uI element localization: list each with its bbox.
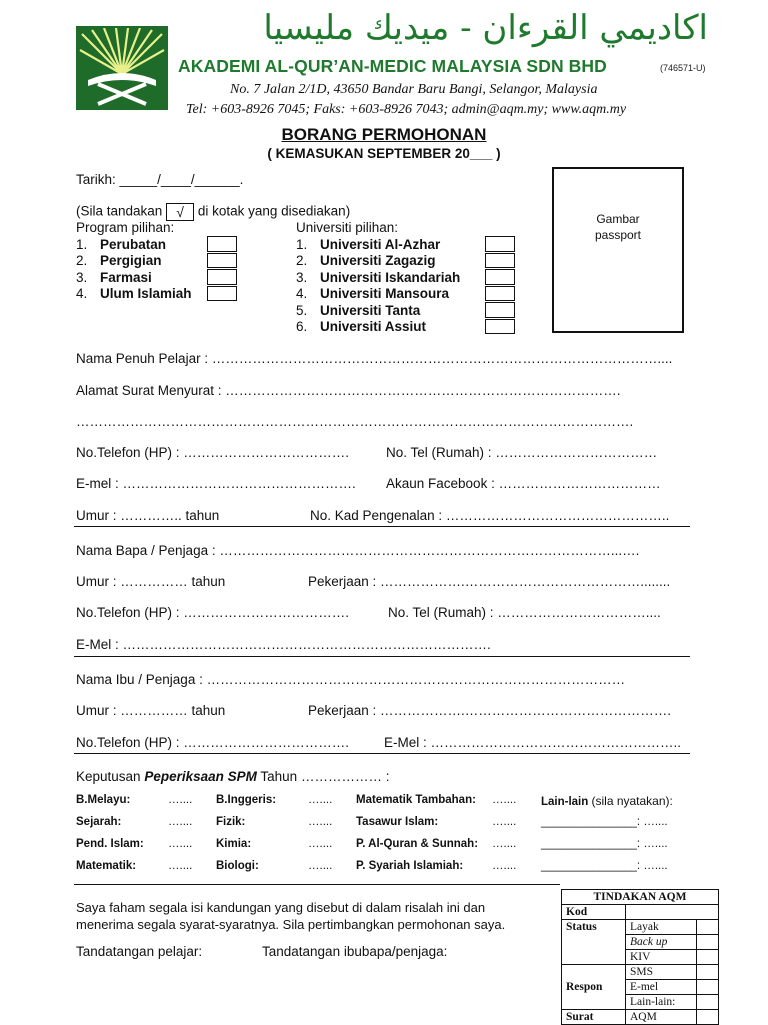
student-age-field[interactable]: Umur : ………….. tahun [76, 508, 220, 523]
respon-checkbox[interactable] [697, 980, 719, 995]
spm-grade[interactable]: ….... [168, 838, 193, 850]
mother-email-field[interactable]: E-Mel : ……………………………………………….. [384, 735, 682, 750]
student-facebook-field[interactable]: Akaun Facebook : ……………………………… [386, 476, 661, 491]
student-address-field[interactable]: Alamat Surat Menyurat : ……………………………………………………………………………. [76, 383, 621, 398]
kod-label: Kod [562, 905, 626, 920]
spm-grade[interactable]: ….... [492, 816, 517, 828]
university-checkboxes [485, 236, 515, 335]
mother-name-field[interactable]: Nama Ibu / Penjaga : ………………………………………………………………………………… [76, 672, 626, 687]
program-section [76, 220, 192, 303]
company-contact: Tel: +603-8926 7045; Faks: +603-8926 7043; admin@aqm.my; www.aqm.my [186, 102, 627, 117]
respon-label: Respon [562, 965, 626, 1010]
spm-subject[interactable]: Fizik: [216, 816, 246, 828]
program-label: Program pilihan: [76, 220, 175, 235]
mother-age-field[interactable]: Umur : …………… tahun [76, 703, 226, 718]
quran-book-logo-icon [78, 28, 166, 108]
program-checkbox[interactable] [207, 236, 237, 252]
father-home-tel-field[interactable]: No. Tel (Rumah) : …………………………….... [388, 605, 661, 620]
spm-other-line[interactable]: _______________: ….... [541, 838, 668, 850]
tick-instruction-post: di kotak yang disediakan) [197, 203, 351, 219]
spm-subject[interactable]: Pend. Islam: [76, 838, 144, 850]
university-checkbox[interactable] [485, 253, 515, 269]
spm-subject[interactable]: P. Al-Quran & Sunnah: [356, 838, 479, 850]
surat-option: AQM [626, 1010, 697, 1025]
father-phone-field[interactable]: No.Telefon (HP) : ………………………………. [76, 605, 350, 620]
status-option: Layak [626, 920, 697, 935]
student-email-field[interactable]: E-mel : ……………………………………………. [76, 476, 356, 491]
tick-instruction [76, 203, 350, 221]
company-address: No. 7 Jalan 2/1D, 43650 Bandar Baru Bangi, Selangor, Malaysia [230, 82, 598, 97]
tick-instruction-pre: (Sila tandakan [76, 203, 163, 219]
declaration-line-1: Saya faham segala isi kandungan yang disebut di dalam risalah ini dan [76, 900, 486, 915]
spm-subject[interactable]: Kimia: [216, 838, 252, 850]
father-email-field[interactable]: E-Mel : ………………………………………………………………………. [76, 637, 491, 652]
spm-subject[interactable]: Matematik: [76, 860, 137, 872]
section-divider [74, 884, 560, 885]
spm-other-line[interactable]: _______________: ….... [541, 816, 668, 828]
spm-heading-exam: Peperiksaan SPM [144, 769, 257, 784]
passport-photo-box[interactable] [552, 167, 684, 333]
spm-grade[interactable]: ….... [492, 794, 517, 806]
company-logo [76, 26, 168, 110]
spm-other-line[interactable]: _______________: ….... [541, 860, 668, 872]
spm-subject[interactable]: Sejarah: [76, 816, 122, 828]
status-label: Status [562, 920, 626, 965]
kod-value[interactable] [626, 905, 719, 920]
respon-option: E-mel [626, 980, 697, 995]
status-option: Back up [626, 935, 697, 950]
respon-option: SMS [626, 965, 697, 980]
mother-phone-field[interactable]: No.Telefon (HP) : ………………………………. [76, 735, 350, 750]
registration-number: (746571-U) [660, 63, 706, 73]
arabic-company-name: اكاديمي القرءان - ميديك مليسيا [263, 8, 708, 48]
spm-subject[interactable]: B.Inggeris: [216, 794, 277, 806]
university-option: 6. Universiti Assiut [296, 319, 427, 334]
spm-grade[interactable]: ….... [308, 794, 333, 806]
program-option: 1. Perubatan [76, 236, 167, 252]
spm-subject[interactable]: Matematik Tambahan: [356, 794, 476, 806]
spm-grade[interactable]: ….... [168, 860, 193, 872]
section-divider [74, 656, 690, 657]
university-option: 4. Universiti Mansoura [296, 286, 450, 301]
student-phone-field[interactable]: No.Telefon (HP) : ………………………………. [76, 445, 350, 460]
program-checkbox[interactable] [207, 269, 237, 285]
surat-label: Surat [562, 1010, 626, 1025]
program-checkboxes [207, 236, 237, 302]
program-option: 3. Farmasi [76, 269, 152, 285]
program-checkbox[interactable] [207, 286, 237, 302]
university-checkbox[interactable] [485, 319, 515, 335]
spm-subject[interactable]: Biologi: [216, 860, 259, 872]
student-name-field[interactable]: Nama Penuh Pelajar : ……………………………………………………………………………………….... [76, 351, 673, 366]
student-home-tel-field[interactable]: No. Tel (Rumah) : ……………………………… [386, 445, 658, 460]
tindakan-title: TINDAKAN AQM [562, 890, 719, 905]
student-address-line2[interactable]: ……………………………………………………………………………………………………………. [76, 414, 634, 429]
spm-grade[interactable]: ….... [492, 860, 517, 872]
university-option: 5. Universiti Tanta [296, 302, 421, 318]
tick-sample-icon: √ [166, 203, 194, 221]
date-input-line[interactable]: _____/____/______. [119, 172, 244, 187]
respon-option: Lain-lain: [626, 995, 697, 1010]
section-divider [74, 753, 690, 754]
spm-grade[interactable]: ….... [308, 816, 333, 828]
declaration-line-2: menerima segala syarat-syaratnya. Sila pertimbangkan permohonan saya. [76, 917, 506, 932]
spm-other-heading: Lain-lain (sila nyatakan): [541, 794, 673, 808]
spm-grade[interactable]: ….... [168, 816, 193, 828]
spm-subject[interactable]: P. Syariah Islamiah: [356, 860, 464, 872]
spm-heading [76, 769, 389, 784]
date-row [76, 172, 243, 187]
university-option: 1. Universiti Al-Azhar [296, 236, 441, 252]
spm-heading-pre: Keputusan [76, 769, 141, 784]
university-option: 3. Universiti Iskandariah [296, 269, 461, 285]
university-section [296, 220, 460, 336]
program-option: 4. Ulum Islamiah [76, 286, 192, 301]
form-subtitle: ( KEMASUKAN SEPTEMBER 20___ ) [267, 146, 501, 161]
spm-grade[interactable]: ….... [308, 838, 333, 850]
university-checkbox[interactable] [485, 269, 515, 285]
student-signature-label[interactable]: Tandatangan pelajar: [76, 944, 203, 959]
student-ic-field[interactable]: No. Kad Pengenalan : ………………………………………….. [310, 508, 670, 523]
spm-grade[interactable]: ….... [168, 794, 193, 806]
father-age-field[interactable]: Umur : …………… tahun [76, 574, 226, 589]
respon-checkbox[interactable] [697, 995, 719, 1010]
university-checkbox[interactable] [485, 286, 515, 302]
respon-checkbox[interactable] [697, 965, 719, 980]
university-checkbox[interactable] [485, 236, 515, 252]
section-divider [74, 526, 690, 527]
program-checkbox[interactable] [207, 253, 237, 269]
status-checkbox[interactable] [697, 920, 719, 935]
status-checkbox[interactable] [697, 935, 719, 950]
father-job-field[interactable]: Pekerjaan : ……………….…………………………………........ [308, 574, 671, 589]
university-checkbox[interactable] [485, 302, 515, 318]
spm-subject[interactable]: Tasawur Islam: [356, 816, 439, 828]
parent-signature-label[interactable]: Tandatangan ibubapa/penjaga: [262, 944, 448, 959]
spm-grade[interactable]: ….... [492, 838, 517, 850]
status-option: KIV [626, 950, 697, 965]
father-name-field[interactable]: Nama Bapa / Penjaga : ……………………………………………………………………………...…. [76, 543, 640, 558]
mother-job-field[interactable]: Pekerjaan : ……………….………………………………………. [308, 703, 672, 718]
date-label: Tarikh: [76, 172, 116, 187]
spm-grade[interactable]: ….... [308, 860, 333, 872]
program-option: 2. Pergigian [76, 253, 162, 268]
university-option: 2. Universiti Zagazig [296, 253, 436, 268]
spm-heading-year[interactable]: Tahun ……………… : [260, 769, 390, 784]
spm-subject[interactable]: B.Melayu: [76, 794, 131, 806]
surat-checkbox[interactable] [697, 1010, 719, 1025]
passport-photo-label: Gambar passport [594, 212, 642, 242]
company-name: AKADEMI AL-QUR’AN-MEDIC MALAYSIA SDN BHD [178, 56, 607, 76]
form-title: BORANG PERMOHONAN [281, 125, 487, 144]
university-label: Universiti pilihan: [296, 220, 399, 235]
status-checkbox[interactable] [697, 950, 719, 965]
tindakan-aqm-table [561, 889, 719, 1025]
